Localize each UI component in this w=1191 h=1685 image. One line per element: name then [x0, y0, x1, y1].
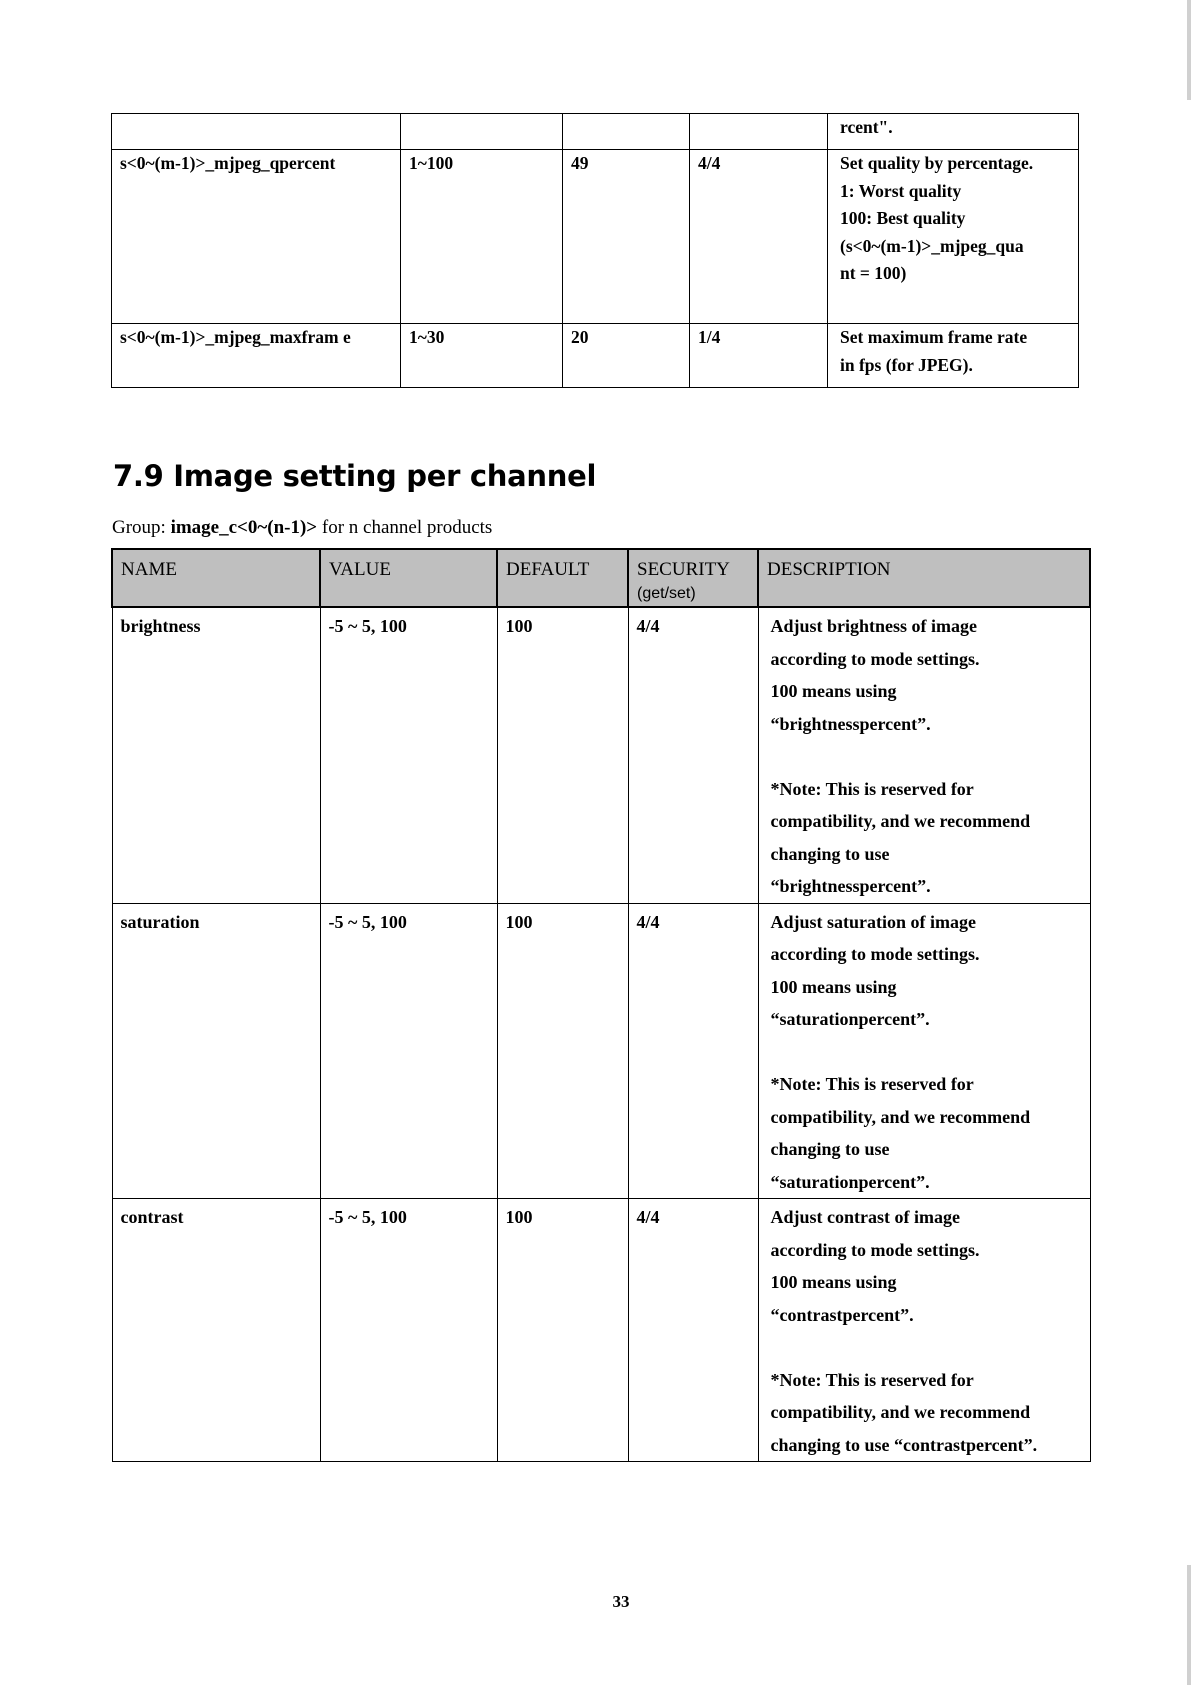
table-row [112, 324, 1079, 388]
description-line: *Note: This is reserved for [770, 1369, 974, 1390]
description-line: *Note: This is reserved for [770, 778, 974, 799]
cell-description [828, 150, 1079, 324]
cell-default: 100 [497, 607, 628, 903]
description-line: in fps (for JPEG). [840, 354, 973, 375]
cell-description [758, 903, 1090, 1199]
cell-default: 20 [563, 324, 690, 388]
cell-description [828, 114, 1079, 150]
description-line: changing to use [770, 1139, 890, 1159]
cell-security: 4/4 [690, 150, 828, 324]
description-line: Set quality by percentage. [840, 153, 1034, 173]
cell-name: saturation [112, 903, 320, 1199]
cell-security [690, 114, 828, 150]
cell-value: -5 ~ 5, 100 [320, 903, 497, 1199]
description-line: “brightnesspercent”. [770, 713, 931, 734]
description-line [771, 740, 1088, 773]
description-line: 100: Best quality [840, 208, 966, 228]
description-line: (s<0~(m-1)>_mjpeg_qua [840, 235, 1024, 256]
cell-name [112, 114, 401, 150]
header-name: NAME [112, 549, 320, 607]
cell-default: 49 [563, 150, 690, 324]
parameter-table-continued [111, 113, 1079, 388]
page-number: 33 [612, 1592, 630, 1611]
description-line: Set maximum frame rate [840, 327, 1028, 347]
description-line: “saturationpercent”. [770, 1009, 930, 1029]
group-label: Group: image_c<0~(n-1)> for n channel products [112, 517, 493, 538]
description-line: 100 means using [770, 681, 897, 701]
cell-value: 1~100 [401, 150, 563, 324]
description-line: changing to use [770, 843, 890, 864]
description-line: changing to use “contrastpercent”. [770, 1434, 1038, 1455]
description-line: “contrastpercent”. [770, 1304, 914, 1325]
cell-value: -5 ~ 5, 100 [320, 1199, 497, 1462]
description-line: according to mode settings. [770, 1239, 980, 1260]
description-line: compatibility, and we recommend [770, 1402, 1031, 1422]
page-edge-shadow [1187, 0, 1191, 100]
description-line: 100 means using [770, 976, 897, 997]
page-edge-shadow [1187, 1565, 1191, 1685]
description-line: “brightnesspercent”. [770, 876, 931, 896]
table-row [112, 150, 1079, 324]
cell-security: 4/4 [628, 1199, 758, 1462]
description-line: compatibility, and we recommend [770, 1106, 1031, 1127]
description-line: rcent". [840, 117, 893, 137]
description-line: compatibility, and we recommend [770, 811, 1031, 831]
description-line: “saturationpercent”. [770, 1171, 930, 1192]
cell-description [828, 324, 1079, 388]
cell-security: 4/4 [628, 607, 758, 903]
description-line: Adjust contrast of image [770, 1207, 960, 1227]
image-parameter-table [111, 548, 1091, 1462]
cell-name: s<0~(m-1)>_mjpeg_maxfram e [112, 324, 401, 388]
section-heading: 7.9 Image setting per channel [113, 459, 597, 493]
cell-name: contrast [112, 1199, 320, 1462]
description-line: *Note: This is reserved for [770, 1074, 974, 1094]
description-line: Adjust brightness of image [770, 616, 978, 636]
header-default: DEFAULT [497, 549, 628, 607]
cell-security: 4/4 [628, 903, 758, 1199]
header-security: SECURITY (get/set) [628, 549, 758, 607]
description-line [771, 1331, 1088, 1364]
cell-value: -5 ~ 5, 100 [320, 607, 497, 903]
table-row [112, 903, 1090, 1199]
description-line [771, 1036, 1088, 1069]
description-line: 100 means using [770, 1272, 897, 1292]
header-value: VALUE [320, 549, 497, 607]
cell-default: 100 [497, 903, 628, 1199]
description-line: nt = 100) [840, 263, 907, 283]
cell-name: brightness [112, 607, 320, 903]
cell-description [758, 1199, 1090, 1462]
table-row [112, 114, 1079, 150]
cell-description [758, 607, 1090, 903]
cell-value: 1~30 [401, 324, 563, 388]
cell-default: 100 [497, 1199, 628, 1462]
table-row [112, 1199, 1090, 1462]
description-line: 1: Worst quality [840, 180, 962, 201]
description-line: according to mode settings. [770, 648, 980, 669]
header-description: DESCRIPTION [758, 549, 1090, 607]
cell-value [401, 114, 563, 150]
group-name: image_c<0~(n-1)> [170, 517, 318, 538]
description-line: Adjust saturation of image [770, 911, 976, 932]
table-header-row [112, 549, 1090, 607]
cell-default [563, 114, 690, 150]
description-line: according to mode settings. [770, 944, 980, 964]
table-row [112, 607, 1090, 903]
header-security-sub: (get/set) [637, 585, 696, 602]
cell-security: 1/4 [690, 324, 828, 388]
cell-name: s<0~(m-1)>_mjpeg_qpercent [112, 150, 401, 324]
